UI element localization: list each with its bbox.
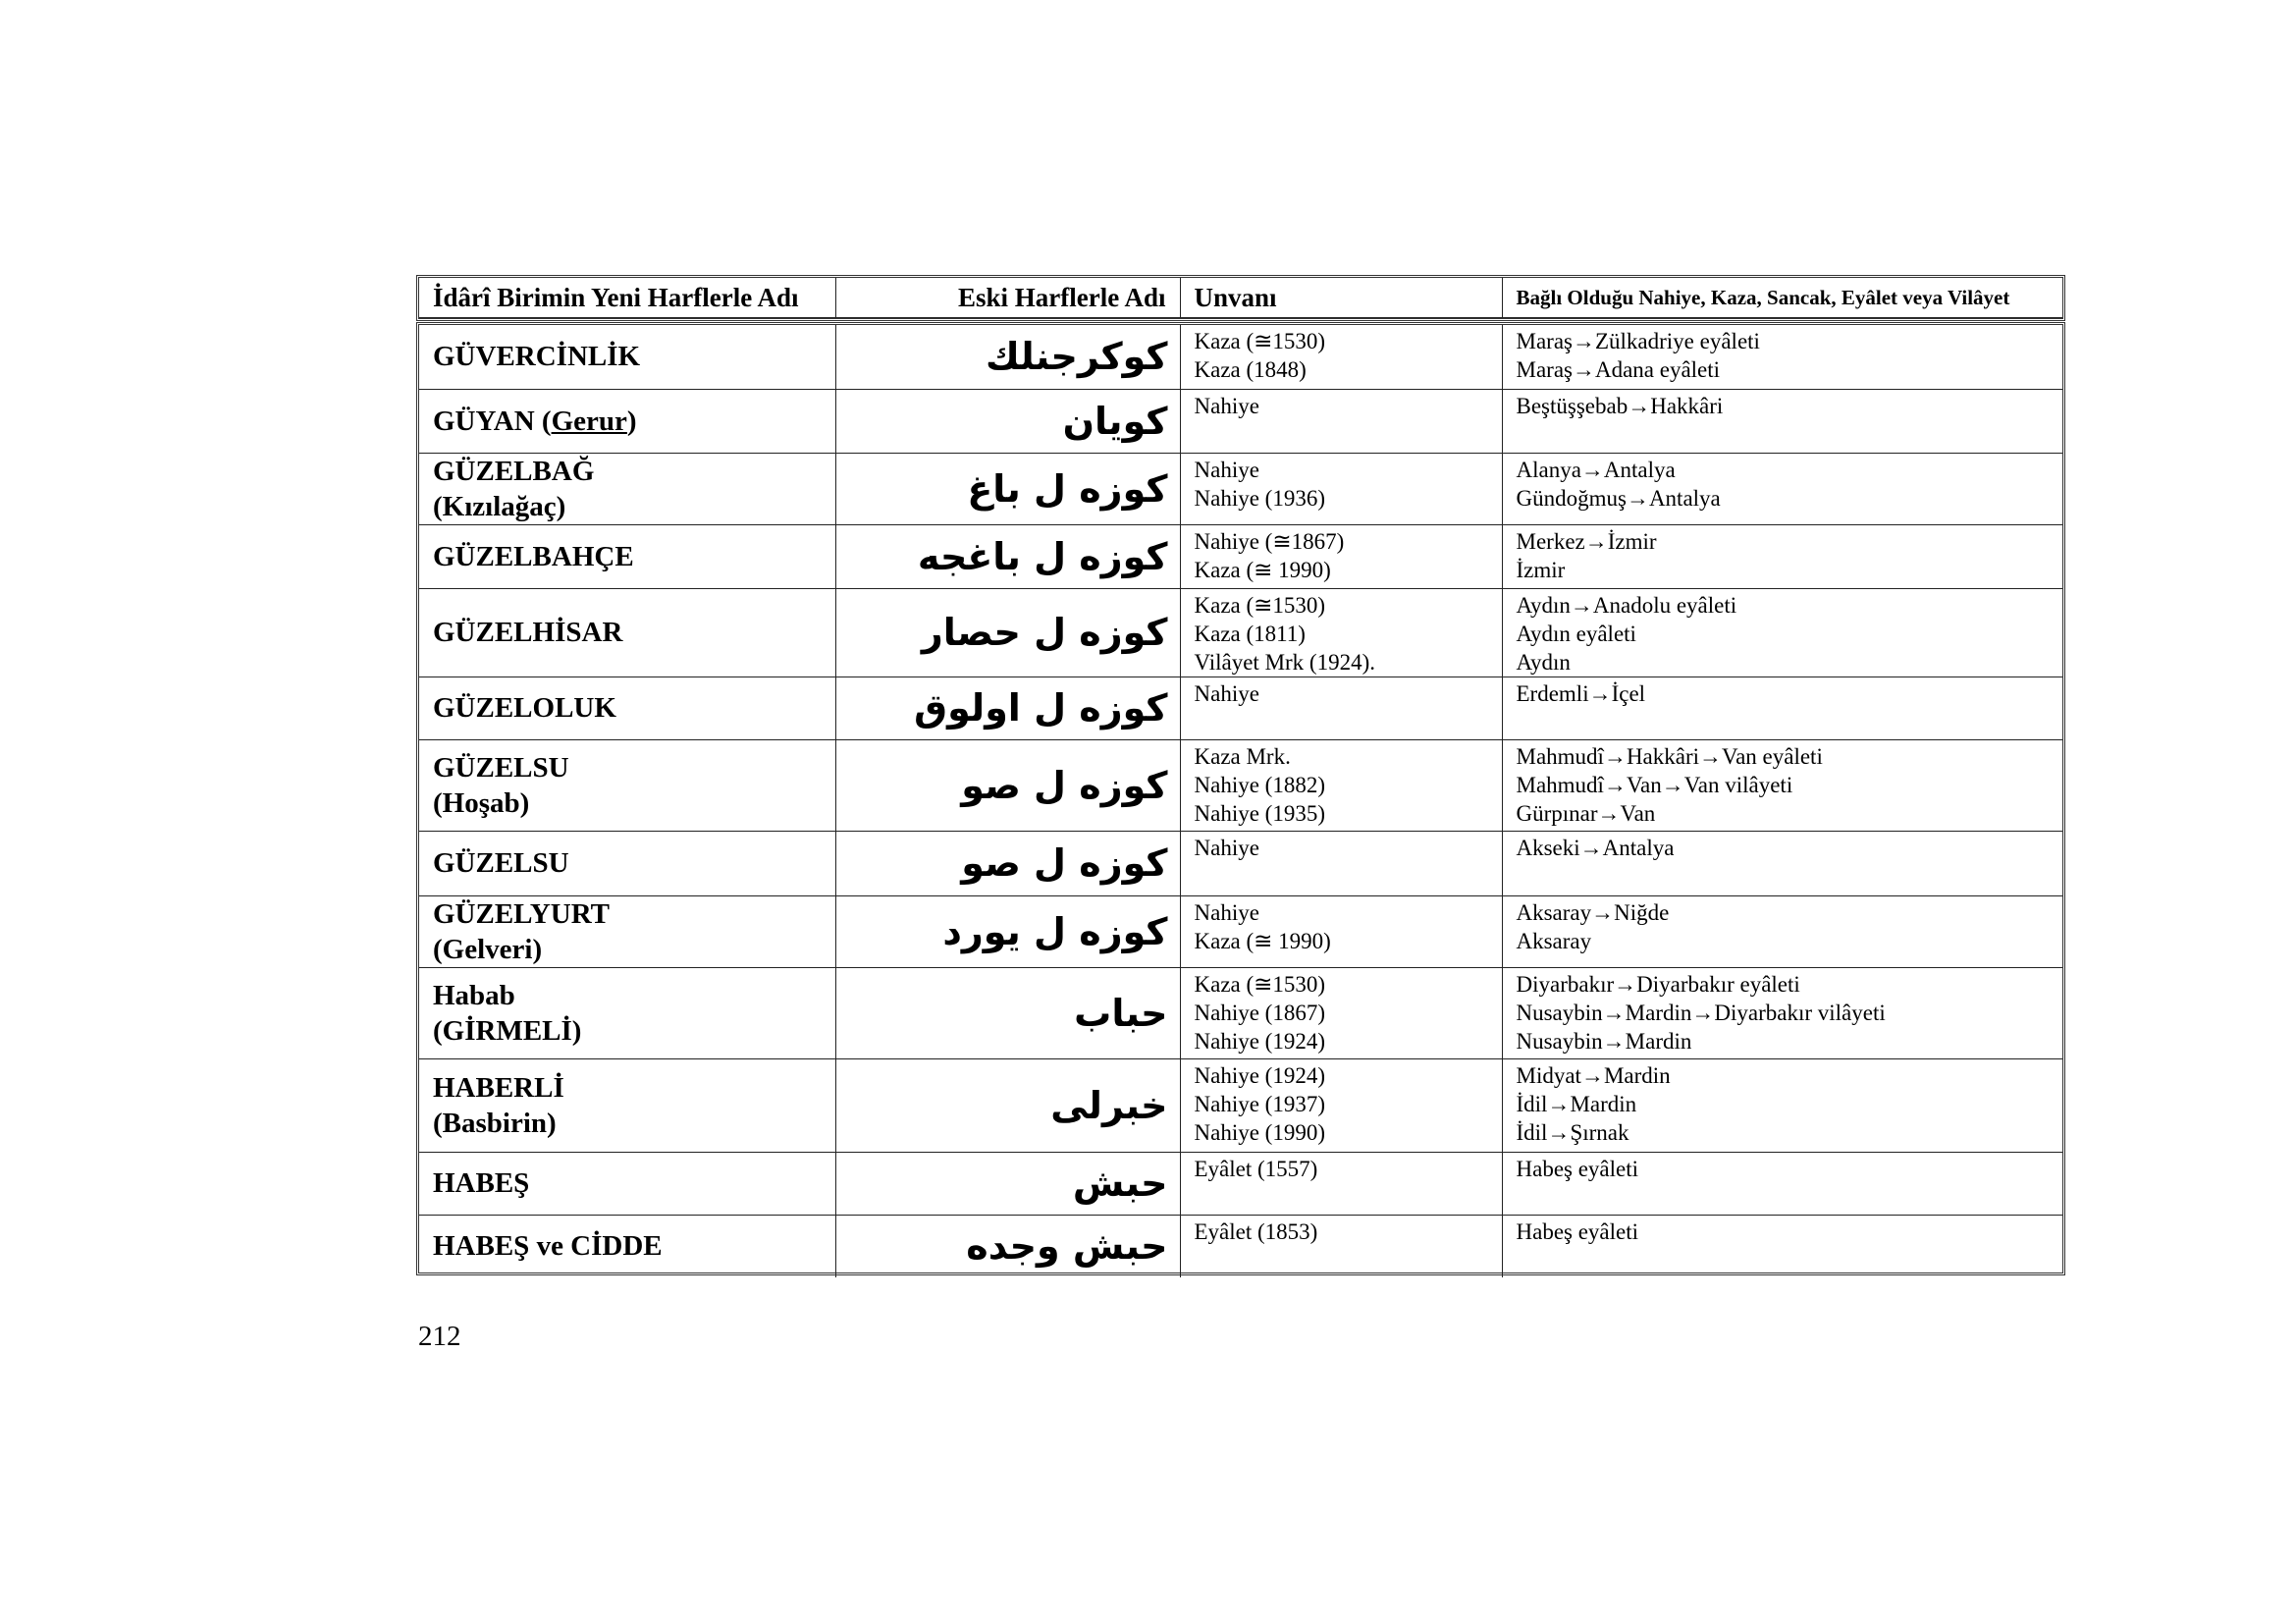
unit-parent [1502,1215,2062,1277]
table-row [419,1058,2062,1152]
title-line: Nahiye [1194,835,1259,860]
unit-title [1180,677,1502,739]
parent-line: Mahmudî→Van→Van vilâyeti [1516,772,1793,797]
parent-line: Gündoğmuş→Antalya [1516,485,1721,511]
title-line: Nahiye [1194,393,1259,418]
table-row [419,1152,2062,1215]
title-line: Nahiye (1990) [1194,1119,1325,1145]
table-row [419,453,2062,524]
unit-name-main: GÜYAN ( [433,405,552,437]
table-row [419,389,2062,453]
unit-title [1180,588,1502,677]
parent-line: İzmir [1516,557,1566,582]
header-row [419,278,2062,318]
unit-new-name [419,967,835,1058]
table-row [419,895,2062,967]
unit-old-script-name: حباب [835,967,1180,1058]
unit-new-name [419,1215,835,1277]
unit-new-name [419,831,835,895]
unit-old-script-name: كوزه ل صو [835,739,1180,831]
unit-parent [1502,588,2062,677]
page-number: 212 [418,1321,461,1352]
title-line: Nahiye (≅1867) [1194,528,1345,554]
title-line: Nahiye (1935) [1194,800,1325,826]
unit-parent [1502,895,2062,967]
unit-new-name [419,588,835,677]
unit-name-text: HABEŞ ve CİDDE [433,1230,663,1263]
parent-line: Mahmudî→Hakkâri→Van eyâleti [1516,743,1823,769]
unit-name-text: GÜZELBAHÇE [433,540,634,572]
parent-line: Erdemli→İçel [1516,680,1646,706]
unit-name-text: GÜZELSU [433,751,569,784]
table-row [419,677,2062,739]
title-line: Kaza (≅ 1990) [1194,928,1331,953]
unit-new-name [419,1152,835,1215]
title-line: Nahiye (1924) [1194,1062,1325,1088]
unit-parent [1502,524,2062,588]
unit-name-text: HABERLİ [433,1071,564,1104]
unit-title [1180,1152,1502,1215]
table-row [419,588,2062,677]
title-line: Nahiye (1882) [1194,772,1325,797]
parent-line: Aksaray [1516,928,1592,953]
unit-name-text: GÜZELYURT [433,897,611,930]
parent-line: Akseki→Antalya [1516,835,1675,860]
header-title: Unvanı [1180,278,1502,318]
parent-line: Beştüşşebab→Hakkâri [1516,393,1724,418]
parent-line: Maraş→Adana eyâleti [1516,357,1721,382]
unit-old-script-name: كوكرجنلك [835,325,1180,389]
title-line: Nahiye (1937) [1194,1091,1325,1116]
unit-old-script-name: كوزه ل حصار [835,588,1180,677]
unit-name-suffix: ) [626,405,637,437]
title-line: Vilâyet Mrk (1924). [1194,649,1375,675]
unit-new-name [419,453,835,524]
unit-new-name [419,389,835,453]
parent-line: İdil→Şırnak [1516,1119,1629,1145]
header-parent: Bağlı Olduğu Nahiye, Kaza, Sancak, Eyâlet veya Vilâyet [1502,278,2062,318]
unit-parent [1502,1152,2062,1215]
parent-line: Nusaybin→Mardin→Diyarbakır vilâyeti [1516,1000,1886,1025]
title-line: Kaza Mrk. [1194,743,1291,769]
unit-old-script-name: كوزه ل باغجه [835,524,1180,588]
unit-name-text: GÜZELOLUK [433,692,616,724]
title-line: Kaza (≅ 1990) [1194,557,1331,582]
unit-new-name [419,895,835,967]
unit-parent [1502,677,2062,739]
table-header-frame [416,275,2065,321]
title-line: Kaza (≅1530) [1194,329,1326,353]
unit-title [1180,389,1502,453]
unit-name-text: HABEŞ [433,1167,530,1199]
title-line: Kaza (1811) [1194,621,1306,646]
unit-new-name [419,1058,835,1152]
title-line: Nahiye [1194,680,1259,706]
table-row [419,524,2062,588]
unit-old-script-name: خبرلى [835,1058,1180,1152]
unit-parent [1502,325,2062,389]
title-line: Nahiye [1194,457,1259,482]
unit-title [1180,895,1502,967]
unit-name-text [433,404,835,439]
parent-line: Aksaray→Niğde [1516,899,1670,925]
parent-line: Midyat→Mardin [1516,1062,1671,1088]
unit-title [1180,1215,1502,1277]
title-line: Kaza (≅1530) [1194,971,1326,997]
parent-line: Gürpınar→Van [1516,800,1656,826]
table-row [419,831,2062,895]
unit-parent [1502,739,2062,831]
title-line: Kaza (1848) [1194,357,1307,382]
table-row [419,739,2062,831]
table-row [419,967,2062,1058]
unit-title [1180,967,1502,1058]
unit-title [1180,1058,1502,1152]
parent-line: Habeş eyâleti [1516,1218,1639,1244]
parent-line: Diyarbakır→Diyarbakır eyâleti [1516,971,1800,997]
unit-old-script-name: كوزه ل يورد [835,895,1180,967]
table-row [419,1215,2062,1277]
header-old-name: Eski Harflerle Adı [835,278,1180,318]
parent-line: İdil→Mardin [1516,1091,1637,1116]
unit-name-text: GÜVERCİNLİK [433,341,641,373]
unit-old-script-name: كوزه ل باغ [835,453,1180,524]
unit-parent [1502,389,2062,453]
parent-line: Merkez→İzmir [1516,528,1657,554]
unit-new-name [419,739,835,831]
parent-line: Nusaybin→Mardin [1516,1028,1692,1054]
unit-title [1180,831,1502,895]
title-line: Kaza (≅1530) [1194,592,1326,618]
parent-line: Habeş eyâleti [1516,1156,1639,1181]
unit-old-script-name: كوزه ل اولوق [835,677,1180,739]
unit-parent [1502,453,2062,524]
title-line: Nahiye (1867) [1194,1000,1325,1025]
parent-line: Aydın [1516,649,1571,675]
parent-line: Aydın eyâleti [1516,621,1636,646]
unit-old-script-name: حبش وجده [835,1215,1180,1277]
header-table [419,278,2062,318]
parent-line: Aydın→Anadolu eyâleti [1516,592,1737,618]
admin-units-table [419,325,2062,1277]
title-line: Eyâlet (1557) [1194,1156,1318,1181]
unit-parent [1502,967,2062,1058]
unit-alternate-name: (Basbirin) [433,1107,557,1139]
title-line: Nahiye (1936) [1194,485,1325,511]
title-line: Nahiye [1194,899,1259,925]
unit-parent [1502,1058,2062,1152]
title-line: Eyâlet (1853) [1194,1218,1318,1244]
unit-name-text: GÜZELHİSAR [433,617,623,648]
unit-name-text: GÜZELBAĞ [433,455,595,487]
unit-new-name [419,524,835,588]
unit-new-name [419,325,835,389]
unit-title [1180,524,1502,588]
unit-new-name [419,677,835,739]
unit-name-text: GÜZELSU [433,847,569,879]
unit-alternate-name: (GİRMELİ) [433,1014,582,1047]
unit-title [1180,739,1502,831]
unit-parent [1502,831,2062,895]
parent-line: Maraş→Zülkadriye eyâleti [1516,329,1760,353]
table-row [419,325,2062,389]
unit-old-script-name: كويان [835,389,1180,453]
unit-name-alternate: Gerur [551,405,627,437]
header-new-name: İdârî Birimin Yeni Harflerle Adı [419,278,835,318]
unit-alternate-name: (Kızılağaç) [433,490,566,522]
unit-old-script-name: حبش [835,1152,1180,1215]
unit-alternate-name: (Gelveri) [433,933,543,965]
unit-old-script-name: كوزه ل صو [835,831,1180,895]
parent-line: Alanya→Antalya [1516,457,1676,482]
table-body-frame [416,322,2065,1275]
unit-title [1180,453,1502,524]
unit-title [1180,325,1502,389]
unit-alternate-name: (Hoşab) [433,786,530,819]
unit-name-text: Habab [433,979,515,1011]
title-line: Nahiye (1924) [1194,1028,1325,1054]
